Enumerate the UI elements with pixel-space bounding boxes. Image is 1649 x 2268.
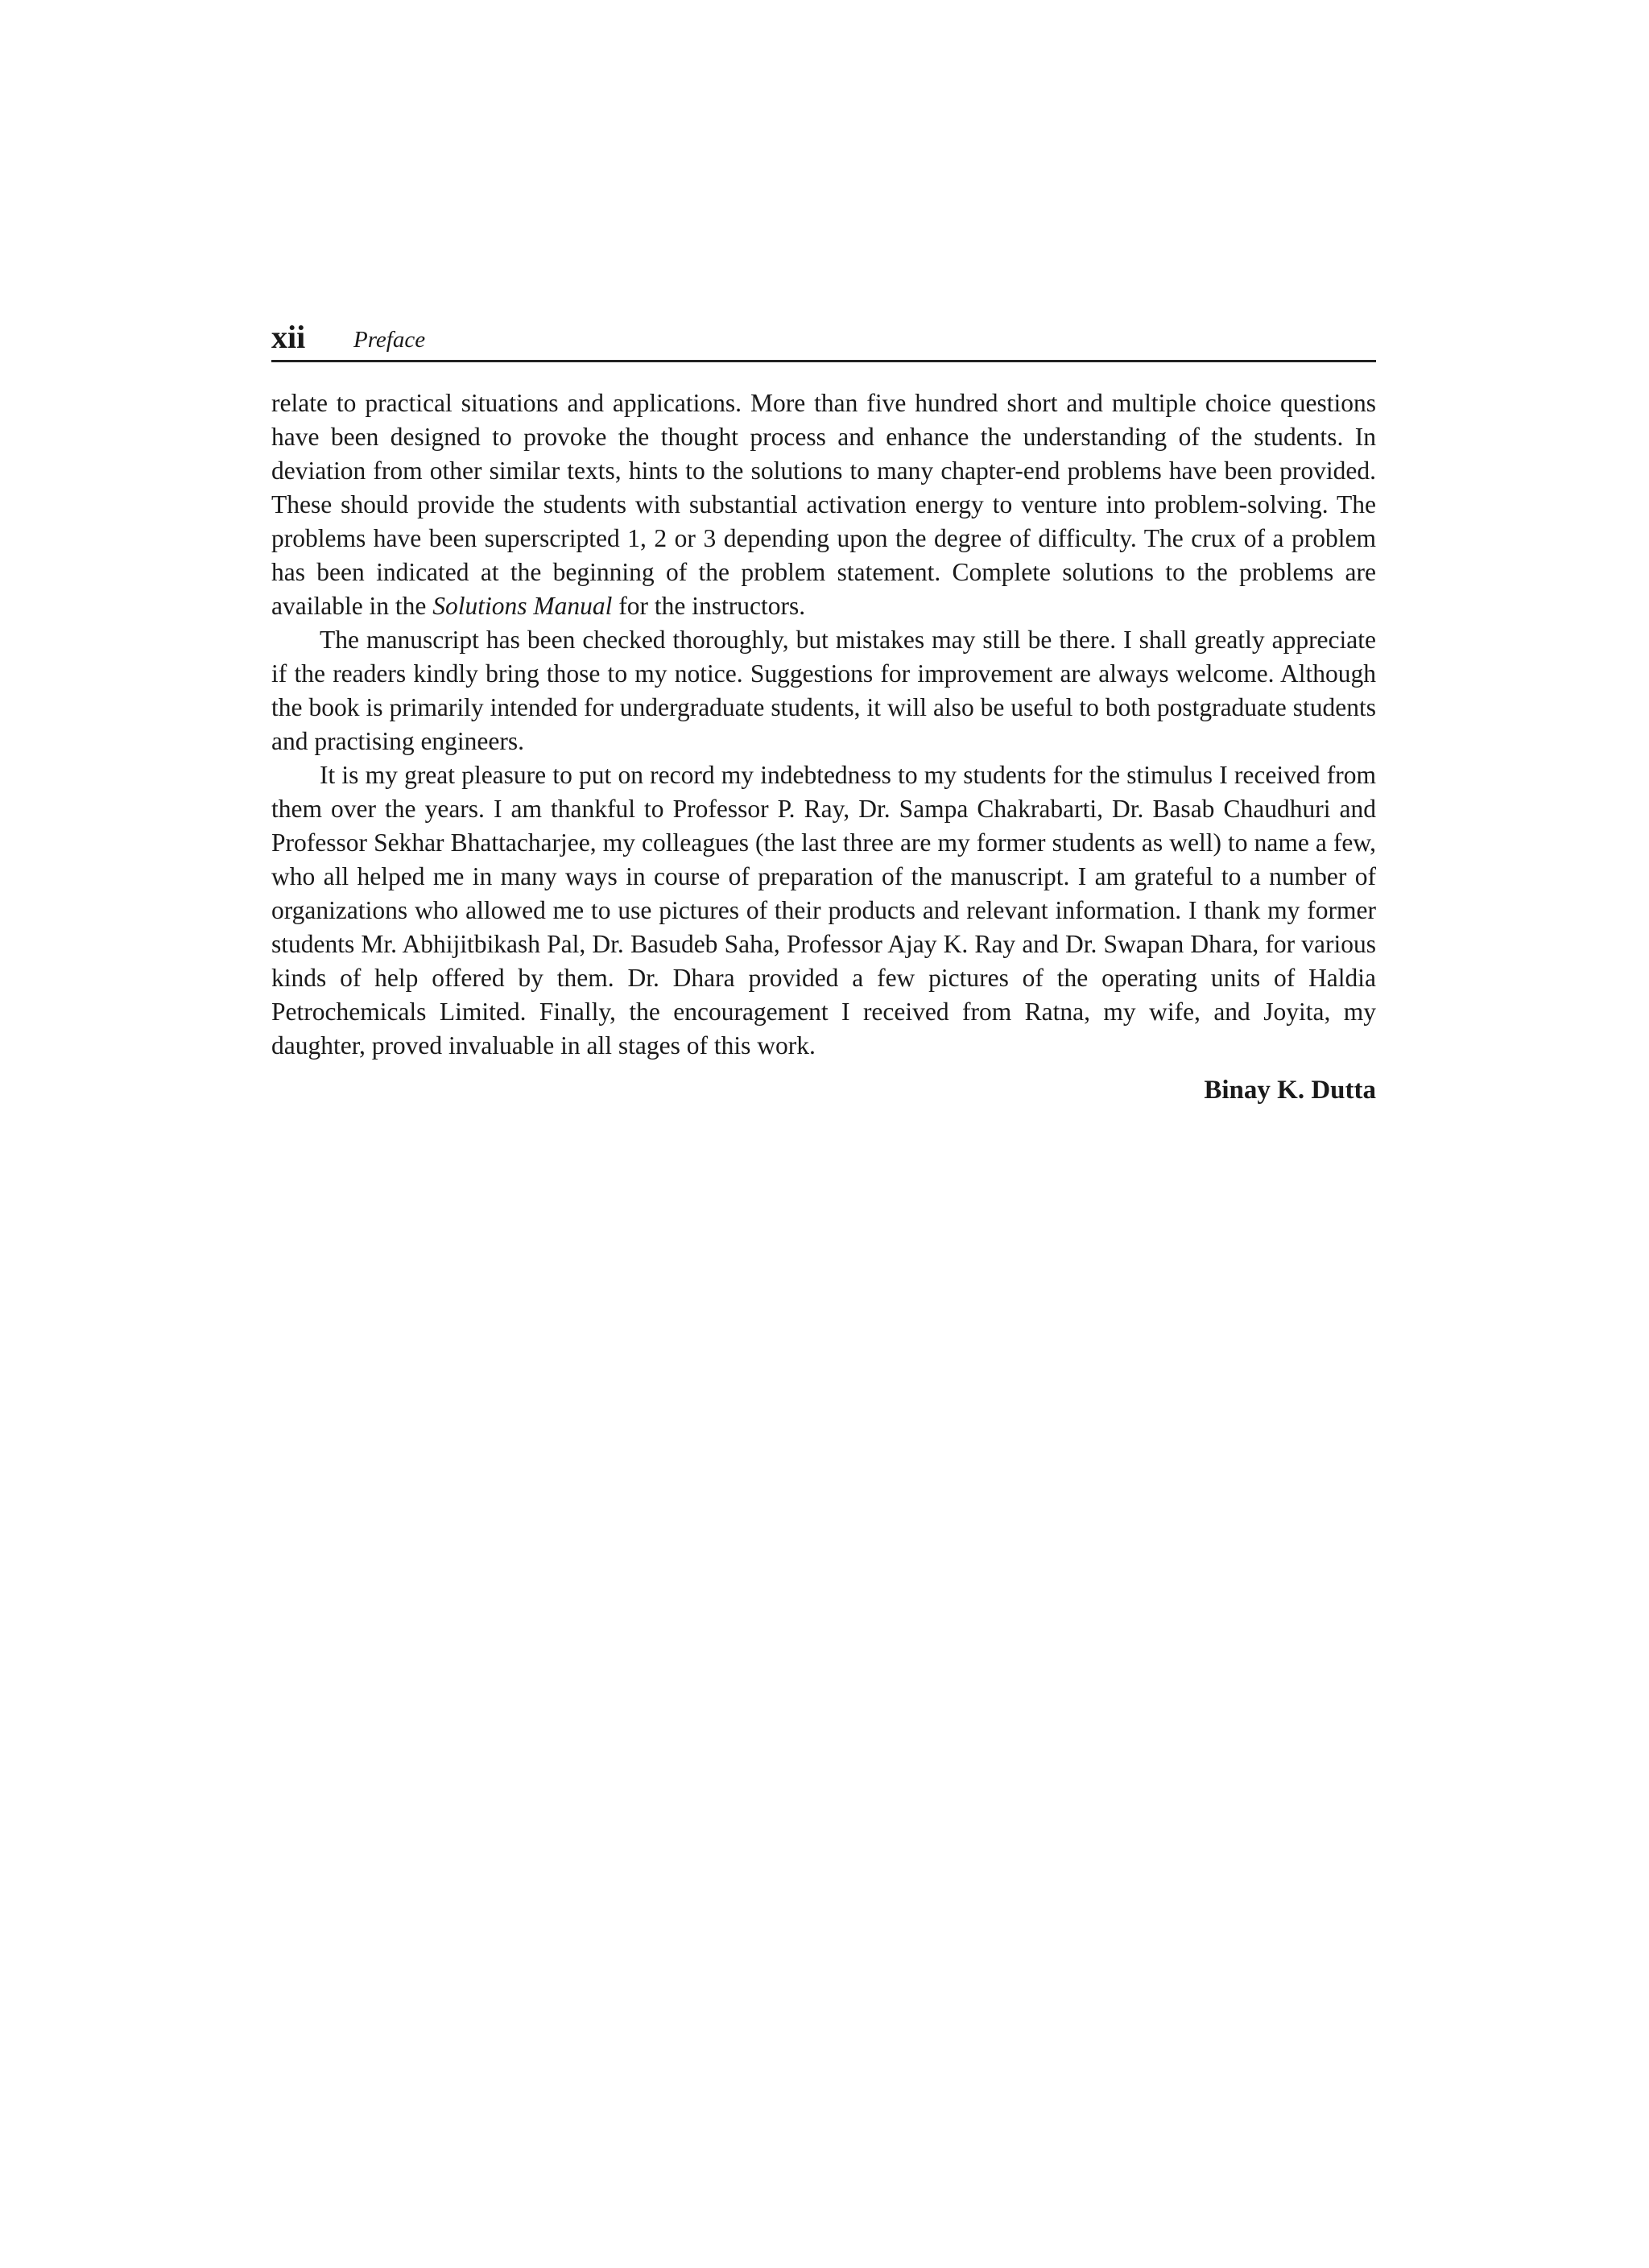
running-header [271, 318, 1376, 362]
book-page [271, 318, 1376, 1108]
section-title: Preface [353, 327, 426, 353]
paragraph-1-text: relate to practical situations and applications. More than five hundred short and multiple choice questions have been designed to provoke the thought process and enhance the understanding of the students. In deviation from other similar texts, hints to the solutions to many chapter-end problems have been provided. These should provide the students with substantial activation energy to venture into problem-solving. The problems have been superscripted 1, 2 or 3 depending upon the degree of difficulty. The crux of a problem has been indicated at the beginning of the problem statement. Complete solutions to the problems are available in the [271, 389, 1376, 620]
solutions-manual-title: Solutions Manual [432, 592, 613, 620]
paragraph-3: It is my great pleasure to put on record my indebtedness to my students for the stimulus I received from them over the years. I am thankful to Professor P. Ray, Dr. Sampa Chakrabarti, Dr. Basab Chaudhuri and Professor Sekhar Bhattacharjee, my colleagues (the last three are my former students as well) to name a few, who all helped me in many ways in course of preparation of the manuscript. I am grateful to a number of organizations who allowed me to use pictures of their products and relevant information. I thank my former students Mr. Abhijitbikash Pal, Dr. Basudeb Saha, Professor Ajay K. Ray and Dr. Swapan Dhara, for various kinds of help offered by them. Dr. Dhara provided a few pictures of the operating units of Haldia Petrochemicals Limited. Finally, the encouragement I received from Ratna, my wife, and Joyita, my daughter, proved invaluable in all stages of this work. [271, 761, 1376, 1060]
paragraph-1 [271, 386, 1376, 623]
page-number: xii [271, 319, 306, 355]
paragraph-1-text-end: for the instructors. [612, 592, 806, 620]
preface-body [271, 386, 1376, 1063]
author-signature: Binay K. Dutta [1204, 1076, 1376, 1105]
paragraph-2: The manuscript has been checked thoroughly, but mistakes may still be there. I shall greatly appreciate if the readers kindly bring those to my notice. Suggestions for improvement are always welcome. Although the book is primarily intended for undergraduate students, it will also be useful to both postgraduate students and practising engineers. [271, 626, 1376, 755]
